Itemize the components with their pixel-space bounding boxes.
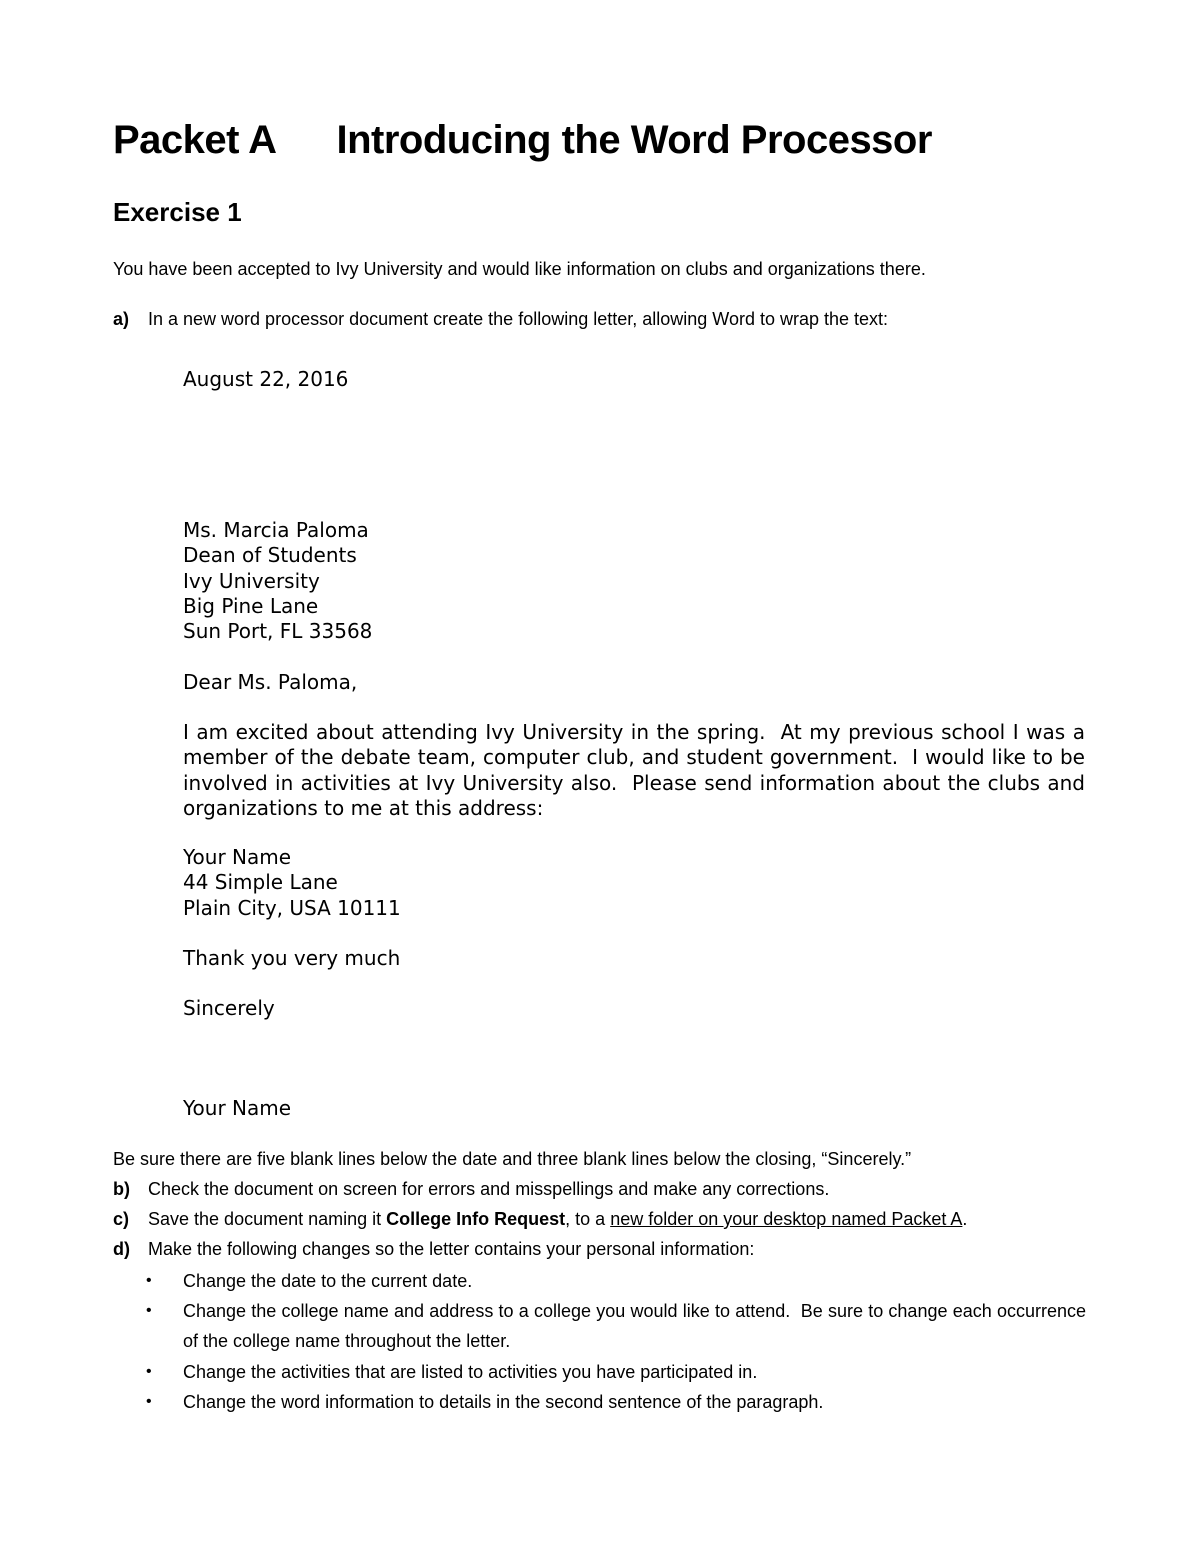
exercise-heading: Exercise 1 xyxy=(113,197,242,227)
salutation: Dear Ms. Paloma, xyxy=(183,670,358,694)
sender-line: Plain City, USA 10111 xyxy=(183,895,401,920)
thanks-line: Thank you very much xyxy=(183,946,401,970)
bullet-icon: • xyxy=(146,1302,152,1319)
step-b xyxy=(113,1179,829,1200)
step-d-marker: d) xyxy=(113,1239,130,1259)
bullet-icon: • xyxy=(146,1272,152,1289)
folder-instruction: new folder on your desktop named Packet A xyxy=(610,1209,963,1229)
recipient-line: Big Pine Lane xyxy=(183,593,319,618)
step-b-marker: b) xyxy=(113,1179,130,1199)
sender-line: Your Name xyxy=(183,845,292,869)
packet-title: Introducing the Word Processor xyxy=(336,118,932,162)
recipient-line: Ms. Marcia Paloma xyxy=(183,518,369,542)
recipient-line: Ivy University xyxy=(183,568,320,593)
sender-line: 44 Simple Lane xyxy=(183,870,338,895)
bullet-text: Change the college name and address to a college you would like to attend. Be sure to change each occurrence of the college name throughout the letter. xyxy=(183,1301,1092,1351)
bullet-text: Change the word information to details in the second sentence of the paragraph. xyxy=(183,1392,824,1412)
letter-body: I am excited about attending Ivy University in the spring. At my previous school I was a member of the debate team, computer club, and student government. I would like to be involved in activities at Ivy University also. Please send information about the clubs and organizations to me at this address: xyxy=(183,720,1092,820)
bullet-item xyxy=(146,1387,1086,1417)
bullet-item xyxy=(146,1266,1086,1296)
document-name: College Info Request xyxy=(386,1209,566,1229)
step-c-marker: c) xyxy=(113,1209,130,1229)
packet-label: Packet A xyxy=(113,118,277,162)
step-a xyxy=(113,309,888,330)
step-d-text: Make the following changes so the letter contains your personal information: xyxy=(148,1239,755,1259)
step-c xyxy=(113,1209,967,1230)
recipient-line: Sun Port, FL 33568 xyxy=(183,619,373,644)
step-d xyxy=(113,1239,754,1260)
page-title xyxy=(113,118,932,163)
step-a-marker: a) xyxy=(113,309,130,329)
step-c-text-before: Save the document naming it xyxy=(148,1209,387,1229)
signature-line: Your Name xyxy=(183,1096,292,1120)
recipient-line: Dean of Students xyxy=(183,543,357,568)
bullet-icon: • xyxy=(146,1363,152,1380)
closing-line: Sincerely xyxy=(183,996,275,1020)
sender-block xyxy=(183,845,1085,921)
bullet-text: Change the activities that are listed to activities you have participated in. xyxy=(183,1362,758,1382)
recipient-block xyxy=(183,518,1085,644)
bullet-item xyxy=(146,1296,1092,1356)
step-a-text: In a new word processor document create the following letter, allowing Word to wrap the text: xyxy=(148,309,889,329)
letter-date: August 22, 2016 xyxy=(183,367,349,391)
step-c-text-after: . xyxy=(962,1209,968,1229)
bullet-text: Change the date to the current date. xyxy=(183,1271,473,1291)
bullet-item xyxy=(146,1357,1086,1387)
bullet-icon: • xyxy=(146,1393,152,1410)
step-c-text-middle: , to a xyxy=(565,1209,611,1229)
step-b-text: Check the document on screen for errors and misspellings and make any corrections. xyxy=(148,1179,830,1199)
intro-text: You have been accepted to Ivy University and would like information on clubs and organizations there. xyxy=(113,259,926,279)
blank-lines-note: Be sure there are five blank lines below the date and three blank lines below the closing, “Sincerely.” xyxy=(113,1149,912,1169)
